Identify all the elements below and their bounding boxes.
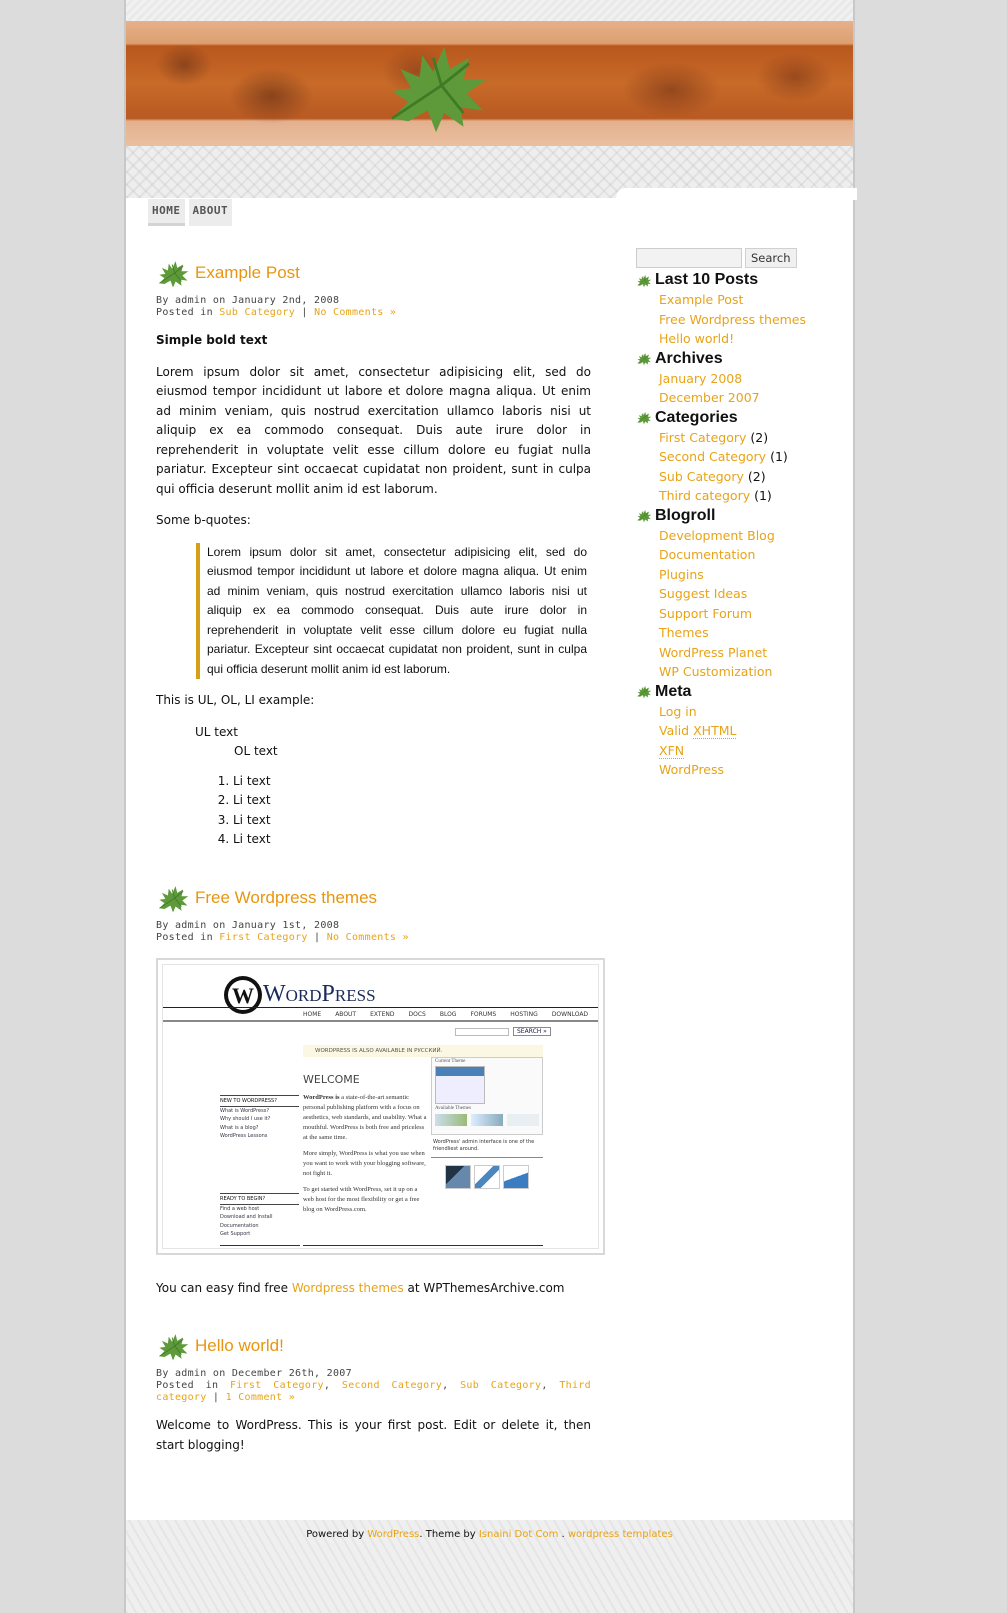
- comments-link[interactable]: No Comments »: [326, 931, 409, 943]
- widget-last-posts: [636, 270, 846, 349]
- footer-text: Powered by: [306, 1529, 368, 1540]
- wp-link: What is a blog?: [220, 1124, 259, 1131]
- widget-title: Blogroll: [655, 506, 716, 524]
- post-paragraph: Welcome to WordPress. This is your first post. Edit or delete it, then start blogging!: [156, 1418, 591, 1452]
- category-count: (1): [770, 449, 788, 464]
- wordpress-themes-link[interactable]: Wordpress themes: [291, 1280, 404, 1295]
- widget-title: Archives: [655, 349, 723, 367]
- search-button[interactable]: Search: [745, 248, 797, 268]
- wordpress-screenshot: [156, 958, 605, 1255]
- wp-ready-heading: READY TO BEGIN?: [220, 1193, 299, 1205]
- widget-title: Last 10 Posts: [655, 271, 759, 288]
- blogroll-link[interactable]: Development Blog: [659, 527, 775, 543]
- wp-welcome: WELCOME: [303, 1072, 360, 1086]
- blogroll-link[interactable]: WordPress Planet: [659, 644, 768, 660]
- search-form: [636, 248, 846, 268]
- post-meta: By admin on December 26th, 2007 Posted in First Category, Second Category, Sub Category, Third category | 1 Comment »: [156, 1368, 591, 1403]
- link-prefix: Valid: [659, 723, 694, 738]
- paragraph-text: at WPThemesArchive.com: [403, 1280, 565, 1295]
- wp-nav-item: EXTEND: [370, 1010, 395, 1018]
- widget-title: Categories: [655, 408, 738, 426]
- post-entry: [156, 1279, 591, 1299]
- post-byline: By admin on December 26th, 2007: [156, 1368, 352, 1379]
- paragraph-text: You can easy find free: [156, 1280, 292, 1295]
- wp-intro: [303, 1093, 427, 1215]
- leaf-icon: [156, 882, 190, 914]
- widget-categories: [636, 408, 846, 506]
- wp-ready-links: [220, 1205, 299, 1239]
- post-title: [156, 1328, 591, 1364]
- wp-nav-item: FORUMS: [470, 1010, 497, 1018]
- blogroll-link[interactable]: Support Forum: [659, 605, 753, 621]
- search-input[interactable]: [636, 248, 742, 268]
- li-item: 2. Li text: [233, 791, 591, 811]
- wp-nav-item: BLOG: [439, 1010, 457, 1018]
- ol-text: OL text: [234, 744, 278, 758]
- list-intro: This is UL, OL, LI example:: [156, 693, 315, 707]
- bold-text: Simple bold text: [156, 333, 268, 347]
- blogroll-link[interactable]: Themes: [659, 625, 709, 640]
- main-nav: [148, 199, 232, 226]
- leaf-icon: [636, 351, 652, 366]
- wp-start: To get started with WordPress, set it up on a web host for the most flexibility or get a free blog on WordPress.com.: [303, 1185, 420, 1213]
- recent-post-link[interactable]: Free Wordpress themes: [659, 311, 807, 327]
- footer-text: .: [558, 1529, 568, 1540]
- wp-logo-text: WordPress: [263, 980, 376, 1007]
- widget-blogroll: [636, 506, 846, 682]
- meta-separator: |: [301, 307, 308, 318]
- posted-in-label: Posted in: [156, 307, 213, 318]
- archive-link[interactable]: December 2007: [659, 390, 760, 405]
- sidebar: [636, 248, 846, 780]
- xfn-link[interactable]: [659, 743, 684, 759]
- wp-intro-bold: WordPress is: [303, 1093, 340, 1101]
- posted-in-label: Posted in: [156, 1380, 219, 1391]
- wp-link: Why should I use it?: [220, 1116, 271, 1122]
- widget-meta: [636, 682, 846, 780]
- wp-nav-item: DOWNLOAD: [551, 1010, 589, 1018]
- main-content: [156, 255, 591, 1485]
- widget-archives: [636, 349, 846, 408]
- post-byline: By admin on January 2nd, 2008: [156, 295, 340, 306]
- post: [156, 1328, 591, 1455]
- wp-caption: WordPress' admin interface is one of the friendliest around.: [433, 1138, 535, 1152]
- xfn-abbr: XFN: [659, 742, 685, 758]
- wordpress-logo-icon: [223, 975, 263, 1015]
- wordpress-link[interactable]: WordPress: [659, 762, 725, 777]
- recent-post-link[interactable]: Hello world!: [659, 331, 735, 346]
- li-item: 4. Li text: [233, 830, 591, 850]
- green-leaf-icon: [381, 33, 491, 138]
- wp-search-button: SEARCH »: [513, 1027, 551, 1036]
- footer: [126, 1520, 853, 1613]
- leaf-icon: [636, 410, 652, 425]
- wp-current-theme: Current Theme: [435, 1058, 466, 1064]
- wp-link: Find a web host: [220, 1205, 260, 1212]
- header-banner: [126, 21, 853, 146]
- wp-themes-box: [431, 1057, 543, 1135]
- widget-title: Meta: [655, 682, 692, 700]
- post-entry: [156, 1416, 591, 1455]
- meta-separator: |: [314, 931, 321, 943]
- nav-home[interactable]: HOME: [148, 199, 185, 226]
- wp-link: Download and Install: [220, 1214, 273, 1220]
- svg-text:W: W: [232, 982, 254, 1008]
- blogroll-link[interactable]: Plugins: [659, 566, 704, 582]
- wp-nav-item: ABOUT: [335, 1010, 357, 1018]
- category-count: (2): [747, 468, 766, 484]
- wp-simply: More simply, WordPress is what you use when you want to work with your blogging software, not fight it.: [303, 1149, 426, 1177]
- footer-templates-link[interactable]: wordpress templates: [567, 1529, 673, 1540]
- posted-in-label: Posted in: [156, 931, 213, 943]
- category-link[interactable]: Third category: [659, 488, 751, 503]
- category-link[interactable]: Second Category: [341, 1380, 443, 1391]
- wp-link: Get Support: [220, 1231, 251, 1237]
- category-link[interactable]: Sub Category: [460, 1380, 542, 1391]
- nav-about[interactable]: ABOUT: [189, 199, 233, 226]
- post-title-link[interactable]: Hello world!: [195, 1336, 284, 1355]
- li-item: 1. Li text: [233, 772, 591, 792]
- category-link[interactable]: First Category: [219, 931, 308, 943]
- blogroll-link[interactable]: WP Customization: [659, 664, 773, 679]
- archive-link[interactable]: January 2008: [659, 370, 743, 386]
- category-link[interactable]: First Category: [229, 1380, 324, 1391]
- leaf-icon: [156, 257, 190, 289]
- page-container: [124, 0, 855, 1613]
- category-link[interactable]: Sub Category: [659, 468, 744, 484]
- post-title-link[interactable]: Free Wordpress themes: [195, 887, 378, 907]
- wp-nav-item: HOME: [303, 1010, 322, 1018]
- wp-intro-text: a state-of-the-art semantic personal publishing platform with a focus on aesthetics, web standards, and usability. What a mouthful. WordPress is both free and priceless at the same time.: [303, 1093, 427, 1141]
- wp-available-themes: Available Themes: [435, 1105, 472, 1111]
- post-meta: [156, 920, 591, 944]
- post-entry: [156, 331, 591, 850]
- wp-nav-item: HOSTING: [510, 1010, 538, 1018]
- leaf-icon: [636, 508, 652, 523]
- footer-wordpress-link[interactable]: WordPress: [367, 1529, 420, 1540]
- comments-link[interactable]: 1 Comment »: [225, 1392, 296, 1403]
- ul-text: UL text: [195, 724, 238, 739]
- category-link[interactable]: Second Category: [659, 449, 767, 464]
- wp-link: WordPress Lessons: [220, 1133, 268, 1139]
- wp-thumbnails: [445, 1165, 529, 1189]
- wp-nav-item: DOCS: [408, 1010, 426, 1018]
- category-count: (2): [750, 429, 769, 445]
- li-item: 3. Li text: [233, 811, 591, 831]
- recent-post-link[interactable]: Example Post: [659, 292, 744, 307]
- post: [156, 880, 591, 1299]
- post-title: [156, 880, 591, 916]
- leaf-icon: [636, 684, 652, 699]
- bquote-intro: Some b-quotes:: [156, 513, 251, 527]
- wp-link: Documentation: [220, 1222, 259, 1229]
- header-corner: [616, 188, 857, 200]
- category-link[interactable]: Third category: [156, 1380, 591, 1403]
- post-paragraph: Lorem ipsum dolor sit amet, consectetur adipisicing elit, sed do eiusmod tempor incididunt ut labore et dolore magna aliqua. Ut enim ad minim veniam, quis nostrud exercitation ullamco laboris nisi ut aliquip ex ea commodo consequat. Duis aute irure dolor in reprehenderit in voluptate velit esse cillum dolore eu fugiat nulla pariatur. Excepteur sint occaecat cupidatat non proident, sunt in culpa qui officia deserunt mollit anim id est laborum.: [156, 364, 591, 496]
- wp-link: What is WordPress?: [220, 1107, 269, 1114]
- header-pattern-top: [126, 0, 853, 21]
- wp-new-heading: NEW TO WORDPRESS?: [220, 1095, 299, 1107]
- leaf-icon: [156, 1330, 190, 1362]
- leaf-icon: [636, 273, 652, 288]
- post: [156, 255, 591, 850]
- footer-credits: [126, 1529, 853, 1540]
- post-meta: [156, 295, 591, 319]
- footer-author-link[interactable]: Isnaini Dot Com: [478, 1529, 559, 1540]
- wp-new-links: [220, 1107, 299, 1141]
- footer-text: . Theme by: [419, 1529, 479, 1540]
- wp-nav: [303, 1011, 588, 1018]
- post-byline: By admin on January 1st, 2008: [156, 919, 340, 931]
- category-link[interactable]: First Category: [659, 429, 747, 445]
- sample-ul: [156, 723, 591, 762]
- sample-ol: [156, 772, 591, 850]
- blogroll-link[interactable]: Suggest Ideas: [659, 586, 748, 601]
- meta-separator: |: [212, 1392, 220, 1403]
- login-link[interactable]: Log in: [659, 703, 697, 719]
- category-count: (1): [754, 488, 772, 503]
- comments-link[interactable]: No Comments »: [314, 307, 397, 318]
- blockquote: Lorem ipsum dolor sit amet, consectetur adipisicing elit, sed do eiusmod tempor incididunt ut labore et dolore magna aliqua. Ut enim ad minim veniam, quis nostrud exercitation ullamco laboris nisi ut aliquip ex ea commodo consequat. Duis aute irure dolor in reprehenderit in voluptate velit esse cillum dolore eu fugiat nulla pariatur. Excepteur sint occaecat cupidatat non proident, sunt in culpa qui officia deserunt mollit anim id est laborum.: [196, 543, 591, 680]
- post-title: [156, 255, 591, 291]
- valid-xhtml-link[interactable]: [659, 723, 736, 739]
- blogroll-link[interactable]: Documentation: [659, 547, 756, 562]
- category-link[interactable]: Sub Category: [219, 307, 296, 318]
- xhtml-abbr: XHTML: [693, 723, 737, 738]
- wp-notice: WORDPRESS IS ALSO AVAILABLE IN РУССКИЙ.: [303, 1045, 543, 1057]
- post-title-link[interactable]: Example Post: [195, 263, 300, 282]
